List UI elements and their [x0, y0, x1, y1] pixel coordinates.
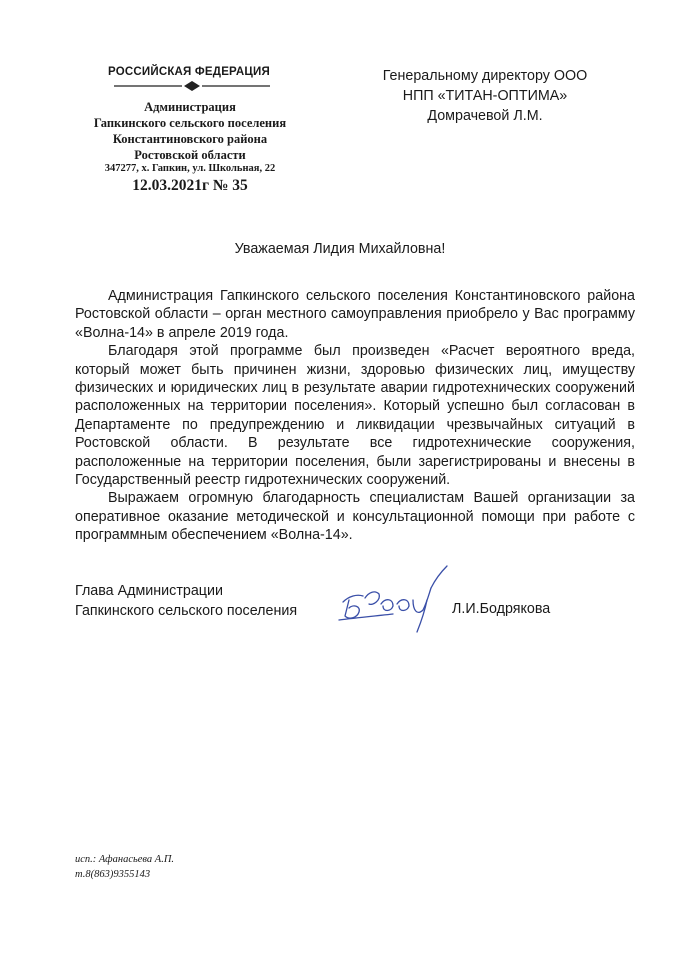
addressee-line: НПП «ТИТАН-ОПТИМА» — [402, 88, 568, 104]
letter-body — [75, 287, 635, 545]
addressee-line: Генеральному директору ООО — [382, 68, 588, 84]
signatory-title-line: Глава Администрации — [75, 583, 223, 599]
signatory-title-line: Гапкинского сельского поселения — [75, 603, 298, 619]
letterhead-organization — [75, 99, 305, 163]
letterhead-line: Константиновского района — [112, 132, 268, 146]
letter-date-number: 12.03.2021г № 35 — [132, 177, 248, 194]
signatory-name: Л.И.Бодрякова — [452, 601, 551, 617]
body-paragraph: Благодаря этой программе был произведен «Расчет вероятного вреда, который может быть причинен жизни, здоровью физических лиц, имуществу физических и юридических лиц в результате аварии гидротехнических сооружений расположенных на территории поселения». Который успешно был согласован в Департаменте по предупреждению и ликвидации чрезвычайных ситуаций в Ростовской области. В результате все гидротехнические сооружения, расположенные на территории поселения, были зарегистрированы и внесены в Государственный реестр гидротехнических сооружений. — [75, 343, 635, 489]
letterhead-line: Ростовской области — [134, 148, 246, 162]
letterhead-line: Администрация — [144, 100, 236, 114]
salutation: Уважаемая Лидия Михайловна! — [234, 241, 446, 257]
letterhead-country: РОССИЙСКАЯ ФЕДЕРАЦИЯ — [108, 66, 270, 78]
addressee-line: Домрачевой Л.М. — [427, 108, 543, 124]
letterhead-address: 347277, х. Гапкин, ул. Школьная, 22 — [104, 163, 276, 174]
letterhead-line: Гапкинского сельского поселения — [93, 116, 287, 130]
executor-phone: т.8(863)9355143 — [75, 869, 151, 880]
handwritten-signature — [335, 560, 460, 640]
signatory-title — [75, 581, 297, 621]
letterhead-ornament — [112, 80, 272, 92]
executor-name: исп.: Афанасьева А.П. — [75, 854, 175, 865]
addressee — [360, 66, 610, 126]
executor-info — [75, 852, 174, 882]
body-paragraph: Выражаем огромную благодарность специалистам Вашей организации за оперативное оказание методической и консультационной помощи при работе с программным обеспечением «Волна-14». — [75, 490, 635, 544]
body-paragraph: Администрация Гапкинского сельского поселения Константиновского района Ростовской области – орган местного самоуправления приобрело у Вас программу «Волна-14» в апреле 2019 года. — [75, 288, 635, 341]
